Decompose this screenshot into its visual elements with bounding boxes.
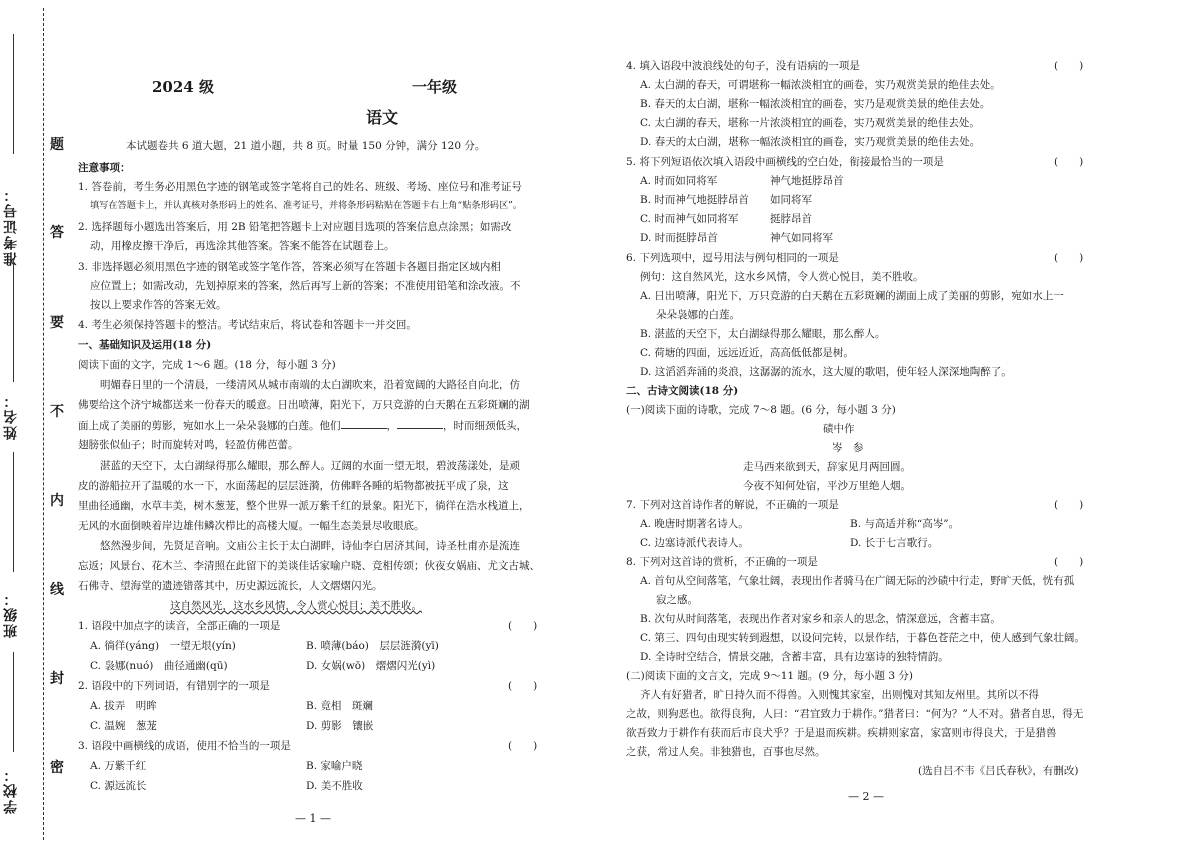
- option-a: A. 日出喷薄，阳光下，万只竞游的白天鹅在五彩斑斓的湖面上成了美丽的剪影，宛如水上一: [640, 290, 1064, 302]
- class-label: 班级：: [3, 590, 19, 638]
- page-number: — 1 —: [295, 812, 331, 825]
- seal-char: 答: [50, 225, 64, 241]
- option-a-cont: 朵朵袅娜的白莲。: [656, 309, 740, 321]
- option-a: A. 时而如同将军: [640, 175, 718, 187]
- option-a: A. 拔弄 明眸: [90, 700, 157, 712]
- option-c: C. 源远流长: [90, 780, 147, 792]
- option-b: B. 春天的太白湖，堪称一幅浓淡相宜的画卷，实乃是观赏美景的绝佳去处。: [640, 98, 991, 110]
- poem-line: 今夜不知何处宿，平沙万里绝人烟。: [743, 480, 911, 492]
- passage-line: 无风的水面倒映着岸边雄伟鳞次栉比的高楼大厦。一幅生态美景尽收眼底。: [78, 520, 425, 532]
- subsection-1-title: (一)阅读下面的诗歌，完成 7～8 题。(6 分，每小题 3 分): [626, 404, 896, 416]
- notes-title: 注意事项：: [78, 162, 131, 174]
- option-d: D. 长于七言歌行。: [850, 537, 939, 549]
- option-b: B. 与高适并称“高岑”。: [850, 518, 960, 530]
- option-b-part2: 如同将军: [770, 194, 812, 206]
- answer-paren: ( ): [508, 740, 538, 752]
- option-c: C. 第三、四句由现实转到遐想，以设问完转，以景作结，于暮色苍茫之中，使人感到气象壮阔。: [640, 632, 1085, 644]
- poem-line: 走马西来欲到天，辞家见月两回圆。: [743, 461, 911, 473]
- option-b: B. 湛蓝的天空下，太白湖绿得那么耀眼，那么醉人。: [640, 328, 886, 340]
- name-line: [13, 262, 14, 382]
- option-a: A. 首句从空间落笔，气象壮阔，表现出作者骑马在广阔无际的沙碛中行走，野旷天低，恍有孤: [640, 575, 1075, 587]
- option-a: A. 万紫千红: [90, 760, 147, 772]
- question-4-stem: 4. 填入语段中波浪线处的句子，没有语病的一项是: [626, 60, 860, 72]
- seal-char: 要: [50, 315, 64, 331]
- option-c: C. 时而神气如同将军: [640, 213, 739, 225]
- seal-char: 题: [50, 137, 64, 153]
- option-d: D. 春天的太白湖，堪称一幅浓淡相宜的画卷，实乃观赏美景的绝佳去处。: [640, 136, 981, 148]
- seal-char: 不: [50, 404, 64, 420]
- option-d: D. 美不胜收: [306, 780, 363, 792]
- answer-blank: [341, 420, 387, 429]
- option-a-cont: 寂之感。: [656, 594, 698, 606]
- seal-char: 内: [50, 493, 64, 509]
- option-b: B. 喷薄(báo) 层层涟漪(yī): [306, 640, 439, 652]
- passage-fragment: 面上成了美丽的剪影，宛如水上一朵朵袅娜的白莲。他们: [78, 420, 341, 432]
- subsection-2-title: (二)阅读下面的文言文，完成 9～11 题。(9 分，每小题 3 分): [626, 670, 913, 682]
- passage-line: 翅膀张似仙子；时而旋转对鸣，轻盈仿佛芭蕾。: [78, 439, 299, 451]
- question-7-stem: 7. 下列对这首诗作者的解说，不正确的一项是: [626, 499, 839, 511]
- option-c: C. 荷塘的四面，远远近近，高高低低都是树。: [640, 347, 854, 359]
- answer-paren: ( ): [508, 680, 538, 692]
- option-a-part2: 神气地挺脖昂首: [770, 175, 844, 187]
- reading-intro: 阅读下面的文字，完成 1～6 题。(18 分，每小题 3 分): [78, 359, 336, 371]
- section-1-title: 一、基础知识及运用(18 分): [78, 339, 212, 351]
- option-a: A. 徜徉(yáng) 一望无垠(yín): [90, 640, 236, 652]
- note-line: 动，用橡皮擦干净后，再选涂其他答案。答案不能答在试题卷上。: [90, 240, 395, 252]
- answer-paren: ( ): [1054, 499, 1084, 511]
- option-c: C. 太白湖的春天，堪称一片浓淡相宜的画卷，实乃观赏美景的绝佳去处。: [640, 117, 980, 129]
- binding-strip: [0, 0, 64, 848]
- answer-paren: ( ): [1054, 156, 1084, 168]
- class-line: [13, 452, 14, 572]
- seal-char: 密: [50, 760, 64, 776]
- poem-title: 碛中作: [823, 423, 855, 435]
- classical-line: 之故，则狗恶也。欲得良狗，人曰：“君宜致力于耕作。”猎者曰：“何为？”人不对。猎者自思，得无: [626, 708, 1084, 720]
- passage-line: 石佛寺、望海堂的遗迹错落其中，历史源远流长，人文熠熠闪光。: [78, 580, 383, 592]
- answer-paren: ( ): [1054, 556, 1084, 568]
- note-line: 应位置上；如需改动，先划掉原来的答案，然后再写上新的答案；不准使用铅笔和涂改液。不: [90, 280, 521, 292]
- school-label: 学校：: [3, 766, 19, 814]
- option-d-part2: 神气如同将军: [770, 232, 833, 244]
- answer-blank: [397, 420, 443, 429]
- exam-no-line: [13, 34, 14, 154]
- passage-fragment: ，时而细颈低头，: [443, 420, 527, 432]
- question-3-stem: 3. 语段中画横线的成语，使用不恰当的一项是: [78, 740, 291, 752]
- option-d: D. 这滔滔奔涌的炎浪，这潺潺的流水，这大厦的歌唱，使年轻人深深地陶醉了。: [640, 366, 1012, 378]
- option-b: B. 时而神气地挺脖昂首: [640, 194, 749, 206]
- option-d: D. 时而挺脖昂首: [640, 232, 718, 244]
- grade-name: 一年级: [412, 78, 458, 96]
- option-b: B. 竟相 斑斓: [306, 700, 373, 712]
- seal-dashed-line: [43, 8, 44, 840]
- option-c: C. 袅娜(nuó) 曲径通幽(qū): [90, 660, 228, 672]
- question-8-stem: 8. 下列对这首诗的赏析，不正确的一项是: [626, 556, 818, 568]
- page-number: — 2 —: [848, 790, 884, 803]
- answer-paren: ( ): [1054, 60, 1084, 72]
- question-2-stem: 2. 语段中的下列词语，有错别字的一项是: [78, 680, 270, 692]
- option-a: A. 晚唐时期著名诗人。: [640, 518, 749, 530]
- option-d: D. 女娲(wō) 熠熠闪光(yì): [306, 660, 436, 672]
- example-sentence: 例句：这自然风光，这水乡风情，令人赏心悦目，美不胜收。: [640, 271, 924, 283]
- wavy-sentence: 这自然风光，这水乡风情，令人赏心悦目；美不胜收。: [170, 600, 422, 612]
- intro-line: 本试题卷共 6 道大题，21 道小题，共 8 页。时量 150 分钟，满分 120 分。: [126, 140, 486, 152]
- passage-line: 面上成了美丽的剪影，宛如水上一朵朵袅娜的白莲。他们 ， ，时而细颈低头，: [78, 420, 527, 432]
- passage-line: 明媚春日里的一个清晨，一缕清风从城市南端的太白湖吹来，沿着宽阔的大路径自向北，仿: [100, 379, 520, 391]
- note-line: 1. 答卷前，考生务必用黑色字迹的钢笔或签字笔将自己的姓名、班级、考场、座位号和准考证号: [78, 181, 522, 193]
- option-a: A. 太白湖的春天，可谓堪称一幅浓淡相宜的画卷，实乃观赏美景的绝佳去处。: [640, 79, 1001, 91]
- passage-line: 里曲径通幽，水草丰美，树木葱茏，整个世界一派万紫千红的景象。阳光下，徜徉在浩水栈道上，: [78, 500, 530, 512]
- exam-no-label: 准考证号：: [3, 186, 19, 266]
- classical-line: 之获，常过人矣。非独猎也，百事也尽然。: [626, 746, 826, 758]
- option-c: C. 边塞诗派代表诗人。: [640, 537, 749, 549]
- seal-char: 封: [50, 671, 64, 687]
- passage-line: 佛要给这个济宁城都送来一份春天的暖意。日出喷薄，阳光下，万只竞游的白天鹅在五彩斑斓的湖: [78, 399, 530, 411]
- subject-title: 语文: [366, 108, 399, 127]
- option-b: B. 家喻户晓: [306, 760, 363, 772]
- passage-line: [170, 601, 422, 612]
- question-5-stem: 5. 将下列短语依次填入语段中画横线的空白处，衔接最恰当的一项是: [626, 156, 944, 168]
- note-line: 填写在答题卡上，并认真核对条形码上的姓名、准考证号，并将条形码粘贴在答题卡右上角“贴条形码区”。: [90, 200, 523, 211]
- classical-line: 齐人有好猎者，旷日持久而不得兽。入则愧其家室，出则愧对其知友州里。其所以不得: [640, 689, 1039, 701]
- seal-char: 线: [50, 582, 64, 598]
- note-line: 按以上要求作答的答案无效。: [90, 299, 227, 311]
- classical-line: 欲吾致力于耕作有获而后市良犬乎？于是退而疾耕。疾耕则家富，家富则市得良犬，于是猎兽: [626, 727, 1057, 739]
- note-line: 4. 考生必须保持答题卡的整洁。考试结束后，将试卷和答题卡一并交回。: [78, 319, 417, 331]
- note-line: 3. 非选择题必须用黑色字迹的钢笔或签字笔作答，答案必须写在答题卡各题目指定区域内相: [78, 261, 501, 273]
- name-label: 姓名：: [3, 392, 19, 440]
- note-line: 2. 选择题每小题选出答案后，用 2B 铅笔把答题卡上对应题目选项的答案信息点涂黑；如需改: [78, 221, 512, 233]
- option-c: C. 温婉 葱茏: [90, 720, 157, 732]
- question-1-stem: 1. 语段中加点字的读音，全部正确的一项是: [78, 620, 281, 632]
- option-b: B. 次句从时间落笔，表现出作者对家乡和亲人的思念，情深意远，含蓄丰富。: [640, 613, 1001, 625]
- section-2-title: 二、古诗文阅读(18 分): [626, 385, 739, 397]
- answer-paren: ( ): [1054, 252, 1084, 264]
- source-citation: (选自吕不韦《吕氏春秋》，有删改): [918, 765, 1079, 777]
- passage-line: 湛蓝的天空下，太白湖绿得那么耀眼，那么醉人。辽阔的水面一望无垠，碧波荡漾处，是顽: [100, 460, 520, 472]
- answer-paren: ( ): [508, 620, 538, 632]
- option-d: D. 全诗时空结合，情景交融，含蓄丰富，具有边塞诗的独特情韵。: [640, 651, 949, 663]
- grade-year: 2024 级: [152, 78, 214, 96]
- option-c-part2: 挺脖昂首: [770, 213, 812, 225]
- passage-line: 忘返；风景台、花木兰、李清照在此留下的美谈佳话家喻户晓、竞相传颂；伙夜女娲庙、尤文古城、: [78, 560, 540, 572]
- school-line: [13, 652, 14, 752]
- passage-line: 悠然漫步间，先贤足音响。文庙公主长于太白湖畔，诗仙李白居济其间，诗圣杜甫亦是流连: [100, 540, 520, 552]
- option-d: D. 剪影 镶嵌: [306, 720, 374, 732]
- poem-author: 岑 参: [832, 442, 864, 454]
- question-6-stem: 6. 下列选项中，逗号用法与例句相同的一项是: [626, 252, 839, 264]
- passage-line: 皮的游船拉开了温暖的水一下，水面荡起的层层涟漪，仿佛畔各睡的垢物都被抚平成了泉，这: [78, 480, 509, 492]
